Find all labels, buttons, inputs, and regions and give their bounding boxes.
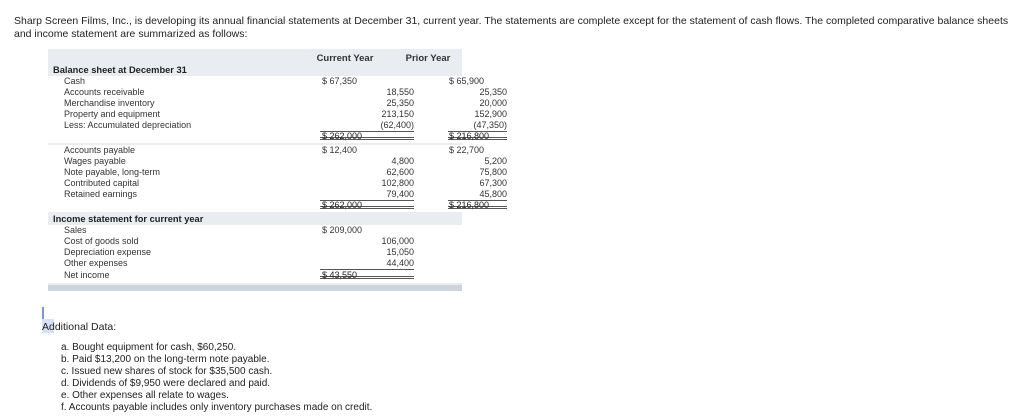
- cell-current: 79,400: [386, 189, 414, 199]
- row-label: Contributed capital: [64, 178, 140, 188]
- intro-line-1: Sharp Screen Films, Inc., is developing its annual financial statements at December 31, current year. The statements are complete except for the statement of cash flows. The completed comparative balance sheets: [14, 15, 1009, 27]
- table-row: [48, 145, 485, 156]
- table-row: [48, 156, 507, 167]
- cell-current: 106,000: [381, 236, 414, 246]
- cell-current: 62,600: [386, 167, 414, 177]
- cell-current: 18,550: [386, 87, 414, 97]
- column-header-current: Current Year: [316, 53, 374, 64]
- cell-current: 25,350: [386, 98, 414, 108]
- table-row: [48, 120, 507, 131]
- cell-current: $ 67,350: [322, 76, 358, 86]
- income-statement-rows: [48, 225, 462, 270]
- cell-prior: 5,200: [484, 156, 507, 166]
- balance-sheet-title: Balance sheet at December 31: [53, 65, 187, 75]
- total-assets-row: [48, 131, 490, 143]
- table-row: [48, 109, 507, 120]
- row-label: Accounts payable: [64, 145, 136, 155]
- net-income-label: Net income: [64, 270, 110, 280]
- row-label: Depreciation expense: [64, 247, 152, 257]
- row-label: Merchandise inventory: [64, 98, 155, 108]
- cell-current: 44,400: [386, 258, 414, 268]
- list-item: e. Other expenses all relate to wages.: [61, 390, 229, 401]
- cell-current: $ 12,400: [322, 145, 358, 155]
- cell-current: 4,800: [391, 156, 414, 166]
- row-label: Retained earnings: [64, 189, 138, 199]
- cell-prior: 67,300: [479, 178, 507, 188]
- cell-prior: 45,800: [479, 189, 507, 199]
- total-le-current: $ 262,000: [320, 200, 414, 209]
- total-assets-current: $ 262,000: [320, 131, 414, 140]
- table-row: [48, 247, 462, 258]
- list-item: f. Accounts payable includes only inventory purchases made on credit.: [61, 402, 373, 413]
- table-row: [48, 225, 462, 236]
- table-row: [48, 178, 507, 189]
- income-statement-title: Income statement for current year: [53, 214, 204, 224]
- row-label: Cost of goods sold: [64, 236, 139, 246]
- row-label: Property and equipment: [64, 109, 161, 119]
- cell-current: (62,400): [380, 120, 414, 130]
- net-income-row: [48, 269, 462, 283]
- table-row: [48, 167, 507, 178]
- row-label: Less: Accumulated depreciation: [64, 120, 192, 130]
- cell-prior: 152,900: [474, 109, 507, 119]
- cell-prior: (47,350): [473, 120, 507, 130]
- row-label: Other expenses: [64, 258, 128, 268]
- asset-rows: [48, 76, 507, 132]
- table-row: [48, 87, 507, 98]
- liabilities-equity-rows: [48, 145, 507, 201]
- cell-current: 213,150: [381, 109, 414, 119]
- table-bottom-bar: [48, 285, 462, 291]
- table-row: [48, 76, 485, 87]
- cell-prior: $ 22,700: [449, 145, 485, 155]
- problem-intro: [14, 15, 1019, 41]
- cell-prior: 25,350: [479, 87, 507, 97]
- cell-current: $ 209,000: [322, 225, 363, 235]
- list-item: d. Dividends of $9,950 were declared and paid.: [61, 378, 271, 389]
- total-le-prior: $ 216,800: [448, 200, 507, 209]
- table-row: [48, 98, 507, 109]
- additional-data-title: Additional Data:: [42, 321, 117, 333]
- row-label: Sales: [64, 225, 87, 235]
- cell-current: 15,050: [386, 247, 414, 257]
- net-income-value: $ 43,550: [320, 269, 414, 279]
- intro-line-2: and income statement are summarized as follows:: [14, 28, 248, 40]
- list-item: a. Bought equipment for cash, $60,250.: [61, 342, 237, 353]
- cell-current: 102,800: [381, 178, 414, 188]
- row-label: Accounts receivable: [64, 87, 145, 97]
- cell-prior: $ 65,900: [449, 76, 485, 86]
- column-header-prior: Prior Year: [405, 53, 451, 64]
- row-label: Note payable, long-term: [64, 167, 161, 177]
- cell-prior: 75,800: [479, 167, 507, 177]
- table-row: [48, 258, 462, 269]
- list-item: b. Paid $13,200 on the long-term note payable.: [61, 354, 270, 365]
- cell-prior: 20,000: [479, 98, 507, 108]
- row-label: Wages payable: [64, 156, 126, 166]
- total-liabilities-equity-row: [48, 200, 490, 212]
- table-row: [48, 189, 507, 200]
- total-assets-prior: $ 216,800: [448, 131, 507, 140]
- row-label: Cash: [64, 76, 86, 86]
- table-row: [48, 236, 462, 247]
- list-item: c. Issued new shares of stock for $35,500 cash.: [61, 366, 273, 377]
